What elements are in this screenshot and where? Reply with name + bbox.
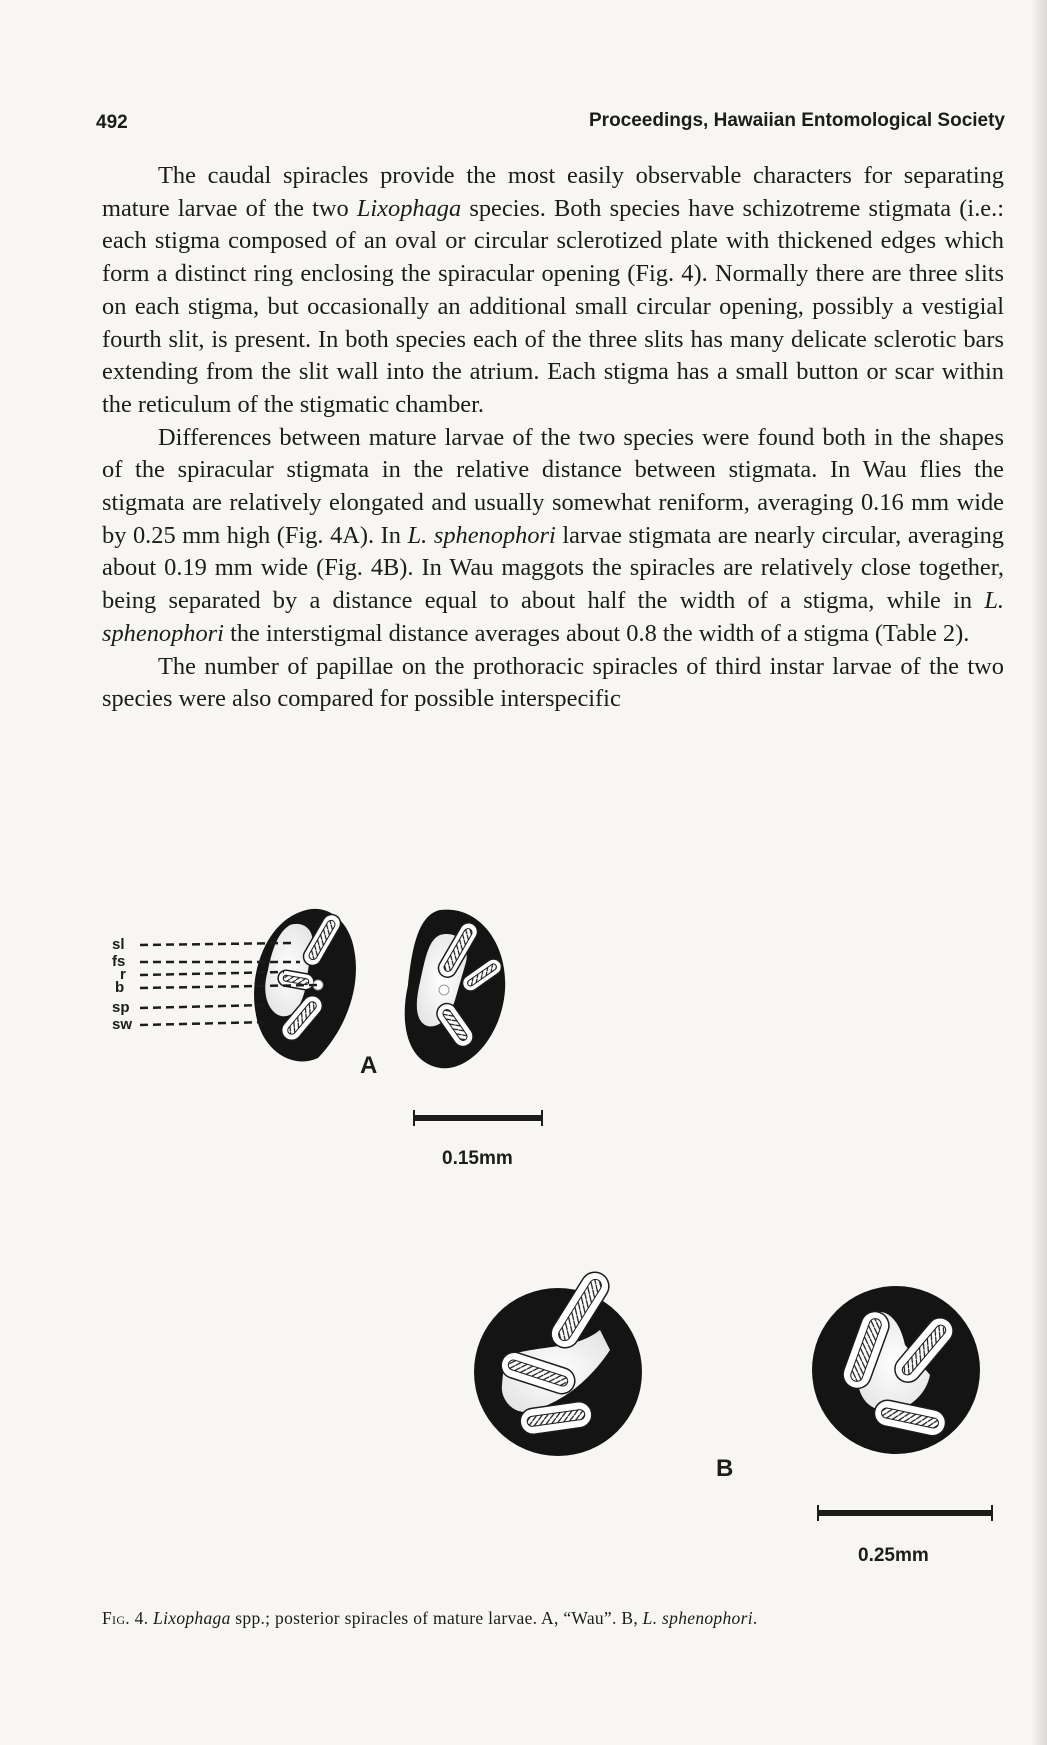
caption-text-a: spp.; posterior spiracles of mature larvae. A, “Wau”. B, xyxy=(230,1608,643,1628)
p2-text-a: Differences between mature larvae of the two species were found both in the shapes of the spiracular stigmata in the relative distance between stigmata. In Wau flies the stigmata are relatively elongated and usually somewhat reniform, averaging 0.16 mm wide by 0.25 mm high (Fig. 4A). In xyxy=(102,423,1004,549)
caption-species: L. sphenophori xyxy=(642,1608,753,1628)
stigma-b-left xyxy=(474,1267,642,1456)
panel-label-a: A xyxy=(360,1052,378,1079)
running-head: Proceedings, Hawaiian Entomological Society xyxy=(589,110,1005,131)
p3-text: The number of papillae on the prothoracic spiracles of third instar larvae of the two species were also compared for possible interspecific xyxy=(102,652,1004,713)
figure-caption xyxy=(102,1608,1002,1629)
caption-genus: Lixophaga xyxy=(153,1608,231,1628)
page-edge-shadow xyxy=(1031,0,1047,1745)
p2-species-1: L. sphenophori xyxy=(407,521,556,549)
leader-label-r: r xyxy=(120,966,126,983)
scale-label-a: 0.15mm xyxy=(442,1148,513,1169)
p2-text-b: larvae stigmata are nearly circular, averaging about 0.19 mm wide (Fig. 4B). In Wau maggots the spiracles are relatively close together, being separated by a distance equal to about half the width of a stigma, while in xyxy=(102,521,1004,615)
caption-text-b: . xyxy=(752,1608,758,1628)
p1-text-a: The caudal spiracles provide the most easily observable characters for separating mature larvae of the two xyxy=(102,162,1004,222)
stigma-a-right xyxy=(405,910,506,1069)
p2-text-c: the interstigmal distance averages about 0.8 the width of a stigma (Table 2). xyxy=(223,619,970,647)
scale-bar-b xyxy=(818,1505,992,1521)
caption-fig-label: Fig. 4. xyxy=(102,1608,149,1628)
scale-bar-a xyxy=(414,1110,542,1126)
leader-label-sp: sp xyxy=(112,999,130,1016)
leader-label-fs: fs xyxy=(112,953,126,970)
leader-label-sw: sw xyxy=(112,1016,133,1033)
leader-label-sl: sl xyxy=(112,936,125,953)
panel-label-b: B xyxy=(716,1455,734,1482)
leader-label-b: b xyxy=(115,979,125,996)
page-number: 492 xyxy=(96,112,128,133)
stigma-a-left xyxy=(254,909,356,1062)
p1-genus: Lixophaga xyxy=(356,194,462,222)
stigma-b-right xyxy=(812,1286,980,1454)
scale-label-b: 0.25mm xyxy=(858,1545,929,1566)
p1-text-b: species. Both species have schizotreme stigmata (i.e.: each stigma composed of an oval or circular sclerotized plate with thickened edges which form a distinct ring enclosing the spiracular opening (Fig. 4). Normally there are three slits on each stigma, but occasionally an additional small circular opening, possibly a vestigial fourth slit, is present. In both species each of the three slits has many delicate sclerotic bars extending from the slit wall into the atrium. Each stigma has a small button or scar within the reticulum of the stigmatic chamber. xyxy=(102,194,1004,418)
p2-species-2: L. sphenophori xyxy=(102,587,1004,647)
